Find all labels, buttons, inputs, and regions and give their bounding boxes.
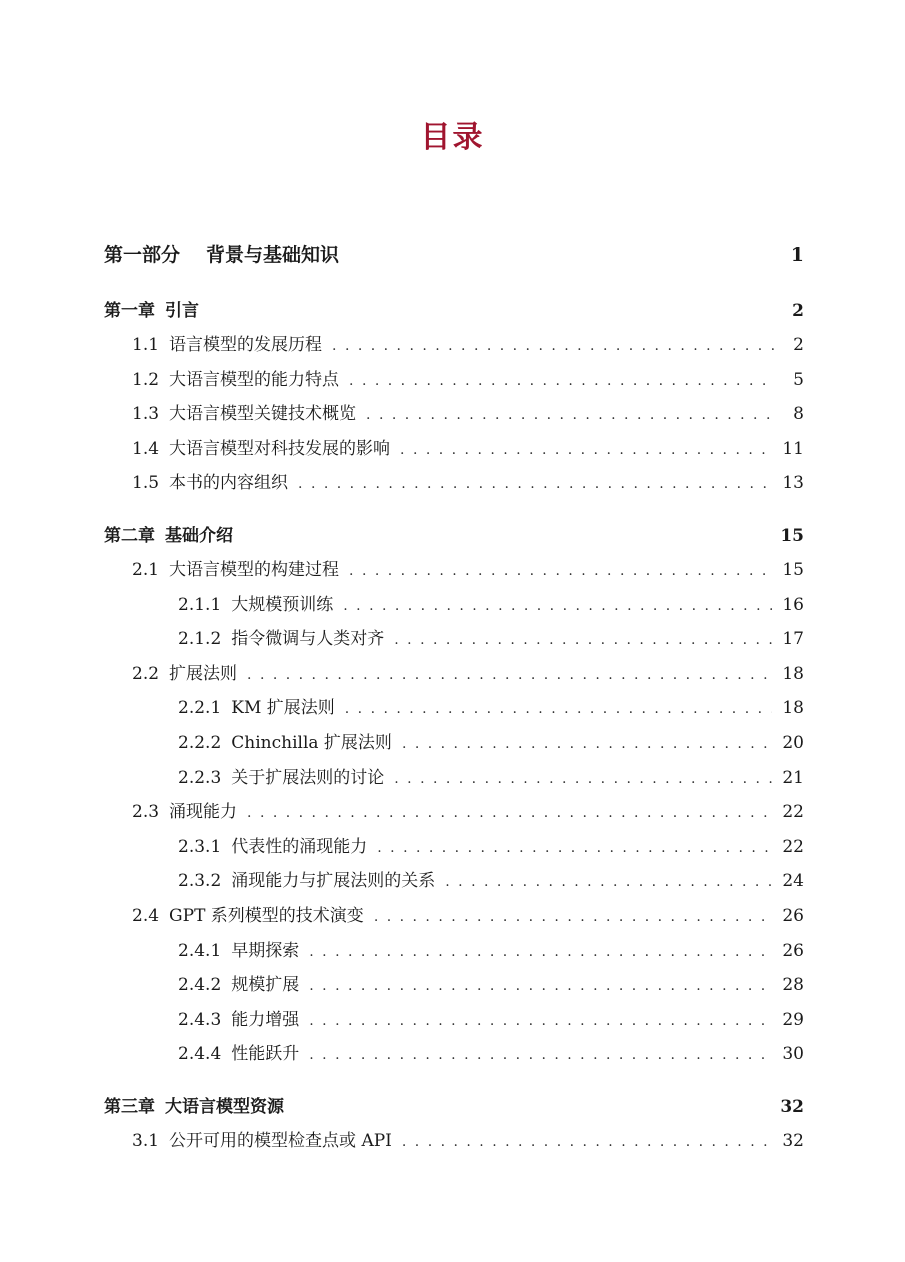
section-title: 大语言模型的能力特点	[169, 369, 340, 390]
dot-leader	[247, 805, 772, 821]
toc-section-2-2[interactable]	[104, 659, 804, 694]
toc-subsection-2-2-2[interactable]	[104, 728, 804, 763]
toc-section-1-1[interactable]	[104, 330, 804, 365]
section-number: 2.3	[132, 802, 160, 823]
subsection-page: 17	[782, 629, 804, 650]
toc-section-1-2[interactable]	[104, 365, 804, 400]
toc-subsection-2-4-1[interactable]	[104, 936, 804, 971]
toc-chapter-2[interactable]	[104, 521, 804, 555]
subsection-page: 16	[782, 594, 804, 615]
part-title: 背景与基础知识	[206, 244, 340, 266]
subsection-page: 30	[782, 1044, 804, 1065]
toc-section-1-4[interactable]	[104, 434, 804, 469]
section-page: 22	[782, 802, 804, 823]
subsection-title: 大规模预训练	[231, 594, 334, 615]
section-number: 2.4	[132, 905, 160, 926]
dot-leader	[247, 667, 772, 683]
dot-leader	[343, 598, 772, 614]
section-number: 1.4	[132, 438, 160, 459]
subsection-page: 28	[782, 975, 804, 996]
subsection-number: 2.4.2	[178, 975, 222, 996]
dot-leader	[374, 909, 773, 925]
subsection-title: 规模扩展	[231, 975, 300, 996]
toc-subsection-2-3-1[interactable]	[104, 832, 804, 867]
dot-leader	[349, 563, 772, 579]
subsection-number: 2.3.2	[178, 871, 222, 892]
toc-section-2-3[interactable]	[104, 797, 804, 832]
dot-leader	[298, 476, 772, 492]
section-number: 1.5	[132, 473, 160, 494]
toc-section-2-1[interactable]	[104, 555, 804, 590]
subsection-number: 2.2.1	[178, 698, 222, 719]
section-title: 扩展法则	[169, 663, 238, 684]
subsection-number: 2.4.1	[178, 940, 222, 961]
subsection-page: 24	[782, 871, 804, 892]
dot-leader	[402, 1134, 772, 1150]
dot-leader	[400, 442, 772, 458]
section-number: 2.1	[132, 559, 160, 580]
section-page: 8	[793, 404, 804, 425]
section-title: 大语言模型关键技术概览	[169, 404, 357, 425]
subsection-title: Chinchilla 扩展法则	[231, 732, 392, 753]
toc-subsection-2-4-2[interactable]	[104, 970, 804, 1005]
toc-section-2-4[interactable]	[104, 901, 804, 936]
dot-leader	[309, 1047, 772, 1063]
toc-subsection-2-1-2[interactable]	[104, 624, 804, 659]
subsection-number: 2.3.1	[178, 836, 222, 857]
chapter-number: 第一章	[104, 301, 155, 321]
section-title: GPT 系列模型的技术演变	[169, 905, 364, 926]
chapter-number: 第二章	[104, 525, 155, 546]
chapter-title: 大语言模型资源	[165, 1096, 284, 1117]
chapter-title: 基础介绍	[165, 525, 233, 546]
subsection-page: 21	[782, 767, 804, 788]
subsection-title: 关于扩展法则的讨论	[231, 767, 385, 788]
toc-subsection-2-1-1[interactable]	[104, 590, 804, 625]
toc-section-1-3[interactable]	[104, 399, 804, 434]
subsection-page: 18	[782, 698, 804, 719]
subsection-title: 涌现能力与扩展法则的关系	[231, 871, 436, 892]
toc-section-1-5[interactable]	[104, 468, 804, 503]
subsection-page: 29	[782, 1009, 804, 1030]
section-number: 3.1	[132, 1130, 160, 1151]
subsection-title: 性能跃升	[231, 1044, 300, 1065]
chapter-page: 32	[780, 1096, 804, 1117]
toc-subsection-2-2-3[interactable]	[104, 763, 804, 798]
subsection-title: 指令微调与人类对齐	[231, 629, 385, 650]
toc-chapter-1[interactable]	[104, 296, 804, 330]
section-page: 2	[793, 335, 804, 355]
toc-subsection-2-4-3[interactable]	[104, 1005, 804, 1040]
dot-leader	[309, 944, 772, 960]
section-title: 涌现能力	[169, 802, 238, 823]
dot-leader	[402, 736, 772, 752]
chapter-title: 引言	[165, 301, 199, 321]
dot-leader	[445, 874, 772, 890]
section-page: 5	[793, 369, 804, 390]
table-of-contents	[104, 240, 804, 1160]
dot-leader	[309, 1013, 772, 1029]
subsection-page: 22	[782, 836, 804, 857]
chapter-page: 2	[792, 301, 804, 321]
section-title: 公开可用的模型检查点或 API	[169, 1130, 392, 1151]
section-number: 2.2	[132, 663, 160, 684]
subsection-page: 26	[782, 940, 804, 961]
section-page: 18	[782, 663, 804, 684]
subsection-number: 2.2.2	[178, 732, 222, 753]
chapter-number: 第三章	[104, 1096, 155, 1117]
toc-part-1[interactable]	[104, 240, 804, 274]
part-page: 1	[790, 244, 804, 266]
toc-subsection-2-4-4[interactable]	[104, 1039, 804, 1074]
section-number: 1.1	[132, 335, 160, 355]
subsection-title: 能力增强	[231, 1009, 300, 1030]
subsection-number: 2.2.3	[178, 767, 222, 788]
dot-leader	[394, 632, 772, 648]
toc-subsection-2-2-1[interactable]	[104, 693, 804, 728]
section-number: 1.2	[132, 369, 160, 390]
section-title: 大语言模型的构建过程	[169, 559, 340, 580]
chapter-page: 15	[780, 525, 804, 546]
dot-leader	[349, 373, 774, 389]
toc-subsection-2-3-2[interactable]	[104, 866, 804, 901]
subsection-number: 2.4.4	[178, 1044, 222, 1065]
subsection-page: 20	[782, 732, 804, 753]
section-title: 语言模型的发展历程	[169, 335, 323, 355]
section-page: 11	[782, 438, 804, 459]
section-title: 大语言模型对科技发展的影响	[169, 438, 391, 459]
section-page: 26	[782, 905, 804, 926]
section-number: 1.3	[132, 404, 160, 425]
dot-leader	[332, 338, 774, 354]
subsection-number: 2.1.1	[178, 594, 222, 615]
dot-leader	[309, 978, 772, 994]
part-number: 第一部分	[104, 244, 181, 266]
section-page: 15	[782, 559, 804, 580]
section-title: 本书的内容组织	[169, 473, 289, 494]
page-title: 目录	[420, 120, 485, 155]
dot-leader	[345, 701, 773, 717]
subsection-number: 2.1.2	[178, 629, 222, 650]
subsection-number: 2.4.3	[178, 1009, 222, 1030]
dot-leader	[366, 407, 774, 423]
dot-leader	[377, 840, 772, 856]
toc-section-3-1[interactable]	[104, 1126, 804, 1161]
section-page: 13	[782, 473, 804, 494]
section-page: 32	[782, 1130, 804, 1151]
subsection-title: 早期探索	[231, 940, 300, 961]
toc-chapter-3[interactable]	[104, 1092, 804, 1126]
subsection-title: 代表性的涌现能力	[231, 836, 368, 857]
subsection-title: KM 扩展法则	[231, 698, 335, 719]
dot-leader	[394, 771, 772, 787]
